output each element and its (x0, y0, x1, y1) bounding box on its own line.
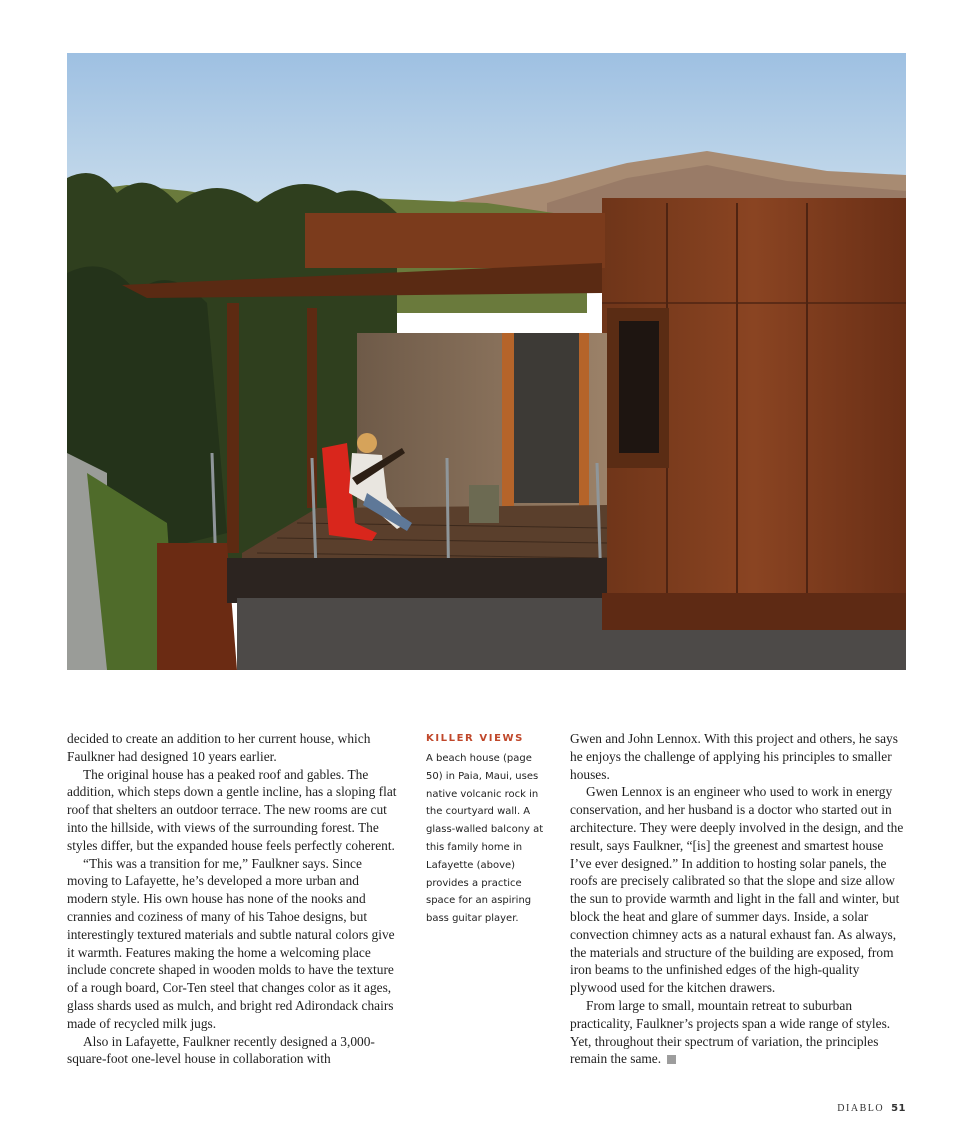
paragraph: Gwen and John Lennox. With this project and others, he says he enjoys the challenge of applying his principles to smaller houses. (570, 731, 898, 782)
page-number: 51 (891, 1103, 906, 1114)
page-folio (837, 1103, 906, 1114)
right-column (570, 730, 908, 1068)
left-column (67, 730, 402, 1068)
paragraph: “This was a transition for me,” Faulkner says. Since moving to Lafayette, he’s developed a more urban and modern style. His own house has none of the nooks and crannies and coziness of many of his Tahoe designs, but interestingly textured materials and subtle natural colors give it warmth. Features making the home a welcoming place include concrete shaped in wooden molds to have the texture of a rough board, Cor-Ten steel that changes color as it ages, glass shards used as mulch, and bright red Adirondack chairs made of recycled milk jugs. (67, 855, 395, 1031)
paragraph: Gwen Lennox is an engineer who used to work in energy conservation, and her husband is a doctor who started out in architecture. They were deeply involved in the design, and the result, says Faulkner, “[is] the greenest and smartest house I’ve ever designed.” In addition to hosting solar panels, the roofs are precisely calibrated so that the slope and size allow the sun to provide warmth and light in the fall and winter, but block the heat and glare of summer days. Inside, a solar convection chimney acts as a natural exhaust fan. As always, the materials and structure of the building are exposed, from iron beams to the unfinished edges of the high-quality plywood used for the kitchen drawers. (570, 784, 904, 996)
sidebar-caption-text: A beach house (page 50) in Paia, Maui, uses native volcanic rock in the courtyard wall. A glass-walled balcony at this family home in Lafayette (above) provides a practice space for an aspiring bass guitar player. (426, 753, 544, 925)
person (357, 433, 377, 453)
paragraph: The original house has a peaked roof and gables. The addition, which steps down a gentle incline, has a sloping flat roof that shelters an outdoor terrace. The new rooms are cut into the hillside, with views of the surrounding forest. The styles differ, but the expanded house feels perfectly coherent. (67, 766, 397, 853)
paragraph-text: From large to small, mountain retreat to suburban practicality, Faulkner’s projects span a wide range of styles. Yet, throughout their spectrum of variation, the principles remain the same. (570, 997, 891, 1067)
paragraph: Also in Lafayette, Faulkner recently designed a 3,000-square-foot one-level house in collaboration with (67, 1033, 375, 1067)
upper-roof (305, 213, 605, 268)
paragraph: decided to create an addition to her current house, which Faulkner had designed 10 years earlier. (67, 731, 371, 764)
house-photo (67, 53, 906, 670)
sidebar-caption (426, 733, 550, 928)
sidebar-kicker: KILLER VIEWS (426, 733, 524, 744)
magazine-name: DIABLO (837, 1103, 885, 1114)
end-mark-icon (667, 1055, 676, 1064)
last-paragraph (570, 997, 908, 1068)
